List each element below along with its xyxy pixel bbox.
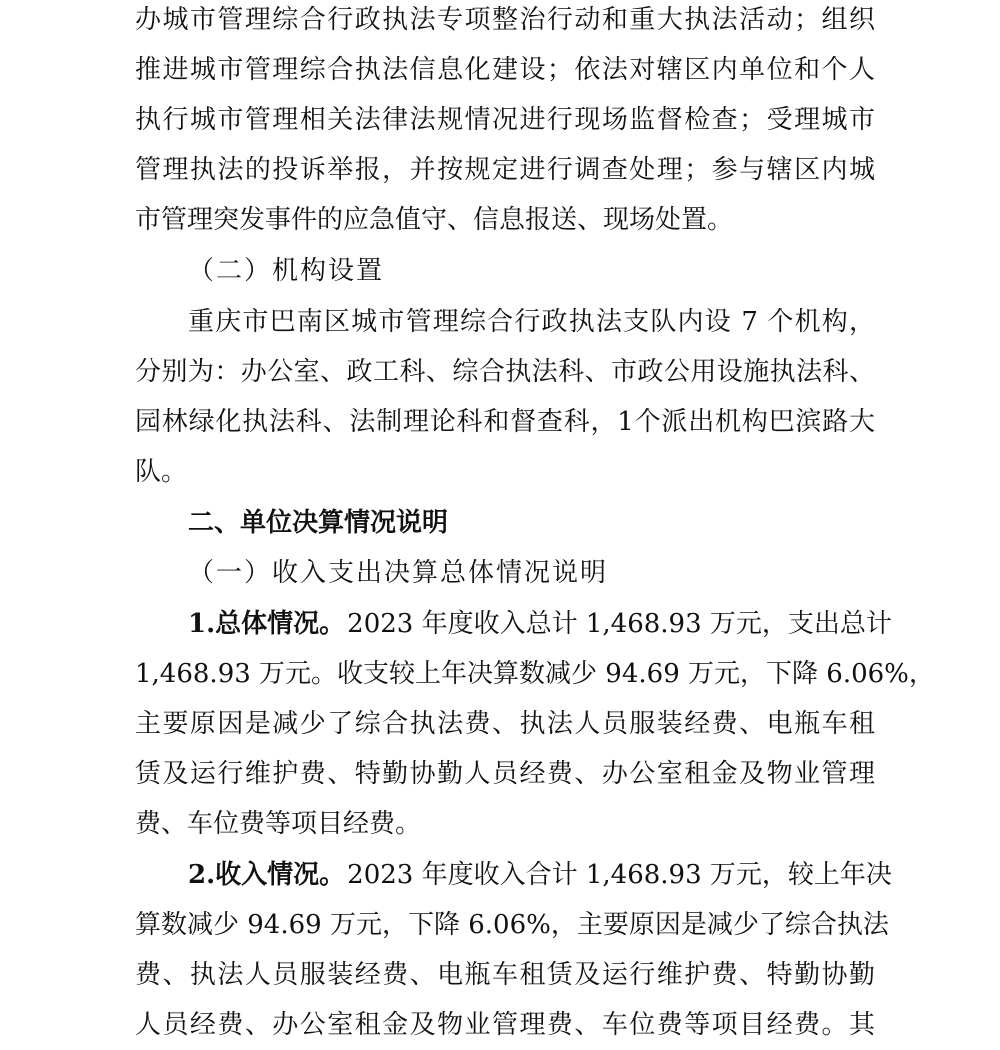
text-line: 费、执法人员服装经费、电瓶车租赁及运行维护费、特勤协勤	[135, 960, 875, 990]
text-line: 分别为：办公室、政工科、综合执法科、市政公用设施执法科、	[135, 357, 875, 387]
text-line: 办城市管理综合行政执法专项整治行动和重大执法活动；组织	[135, 5, 875, 35]
paragraph-label: 2.收入情况。	[188, 860, 346, 890]
text-line: 赁及运行维护费、特勤协勤人员经费、办公室租金及物业管理	[135, 759, 875, 789]
text-line: 执行城市管理相关法律法规情况进行现场监督检查；受理城市	[135, 105, 875, 135]
text-line: 人员经费、办公室租金及物业管理费、车位费等项目经费。其	[135, 1010, 875, 1040]
text-line: 1,468.93 万元。收支较上年决算数减少 94.69 万元，下降 6.06%，	[135, 659, 935, 689]
text-line: 队。	[135, 457, 188, 487]
section-heading: 二、单位决算情况说明	[188, 508, 449, 538]
text-line: 市管理突发事件的应急值守、信息报送、现场处置。	[135, 205, 734, 235]
text-line: 算数减少 94.69 万元，下降 6.06%，主要原因是减少了综合执法	[135, 910, 889, 940]
text-line: 园林绿化执法科、法制理论科和督查科，1个派出机构巴滨路大	[135, 407, 875, 437]
subsection-heading: （一）收入支出决算总体情况说明	[188, 558, 609, 588]
text-line	[188, 599, 892, 649]
text-line: 主要原因是减少了综合执法费、执法人员服装经费、电瓶车租	[135, 709, 875, 739]
text-line: 推进城市管理综合执法信息化建设；依法对辖区内单位和个人	[135, 55, 875, 85]
text-line: 重庆市巴南区城市管理综合行政执法支队内设 7 个机构，	[188, 307, 875, 337]
subsection-heading: （二）机构设置	[188, 256, 385, 286]
paragraph-label: 1.总体情况。	[188, 609, 346, 639]
text-line: 管理执法的投诉举报，并按规定进行调查处理；参与辖区内城	[135, 155, 875, 185]
text-line: 费、车位费等项目经费。	[135, 809, 422, 839]
text-line	[188, 850, 892, 900]
text-segment: 2023 年度收入总计 1,468.93 万元，支出总计	[347, 609, 892, 639]
text-segment: 2023 年度收入合计 1,468.93 万元，较上年决	[347, 860, 892, 890]
